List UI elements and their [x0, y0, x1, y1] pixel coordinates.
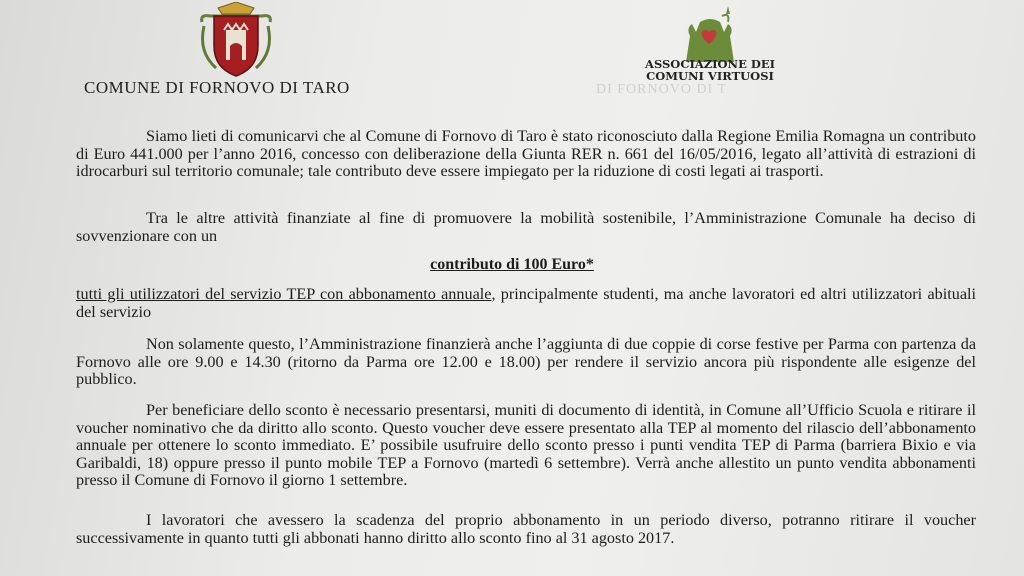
associazione-logo — [676, 6, 742, 64]
paragraph-2-text: Tra le altre attività finanziate al fine di promuovere la mobilità sostenibile, l’Amministrazione Comunale ha deciso di sovvenzionare con un — [76, 209, 976, 245]
paragraph-3 — [76, 286, 976, 321]
contribution-title — [0, 256, 1024, 274]
paragraph-4-text: Non solamente questo, l’Amministrazione finanzierà anche l’aggiunta di due coppie di corse festive per Parma con partenza da Fornovo alle ore 9.00 e 14.30 (ritorno da Parma ore 12.00 e 18.00) per rendere il servizio ancora più rispondente alle esigenze del pubblico. — [76, 335, 976, 388]
paragraph-1 — [76, 128, 976, 181]
paragraph-3-underlined: tutti gli utilizzatori del servizio TEP con abbonamento annuale — [76, 285, 492, 303]
paragraph-5-text: Per beneficiare dello sconto è necessario presentarsi, muniti di documento di identità, in Comune all’Ufficio Scuola e ritirare il voucher nominativo che da diritto allo sconto. Questo voucher deve essere presentato alla TEP al momento del rilascio dell’abbonamento annuale per ottenere lo sconto immediato. E’ possibile usufruire dello sconto presso i punti vendita TEP di Parma (barriera Bixio e via Garibaldi, 18) oppure presso il punto mobile TEP a Fornovo (martedì 6 settembre). Verrà anche allestito un punto vendita abbonamenti presso il Comune di Fornovo il giorno 1 settembre. — [76, 401, 976, 489]
paragraph-4 — [76, 336, 976, 389]
comune-crest-logo — [196, 2, 276, 78]
paragraph-2 — [76, 210, 976, 245]
contribution-title-text: contributo di 100 Euro* — [430, 256, 594, 273]
assoc-line-1: ASSOCIAZIONE DEI — [645, 57, 775, 71]
paragraph-1-text: Siamo lieti di comunicarvi che al Comune di Fornovo di Taro è stato riconosciuto dalla Regione Emilia Romagna un contributo di Euro 441.000 per l’anno 2016, concesso con deliberazione della Giunta RER n. 661 del 16/05/2016, legato all’attività di estrazioni di idrocarburi sul territorio comunale; tale contributo deve essere impiegato per la riduzione di costi legati ai trasporti. — [76, 127, 976, 180]
paragraph-6 — [76, 512, 976, 547]
associazione-name — [628, 58, 792, 82]
assoc-line-2: COMUNI VIRTUOSI — [646, 69, 774, 83]
city-title: COMUNE DI FORNOVO DI TARO — [84, 78, 350, 97]
bleed-through-text: DI FORNOVO DI T — [596, 82, 728, 97]
paragraph-6-text: I lavoratori che avessero la scadenza del proprio abbonamento in un periodo diverso, potranno ritirare il voucher successivamente in quanto tutti gli abbonati hanno diritto allo sconto fino al 31 agosto 2017. — [76, 511, 976, 547]
paragraph-3-text: , principalmente studenti, ma anche lavoratori ed altri utilizzatori abituali del servizio — [76, 285, 977, 321]
paragraph-5 — [76, 402, 976, 490]
